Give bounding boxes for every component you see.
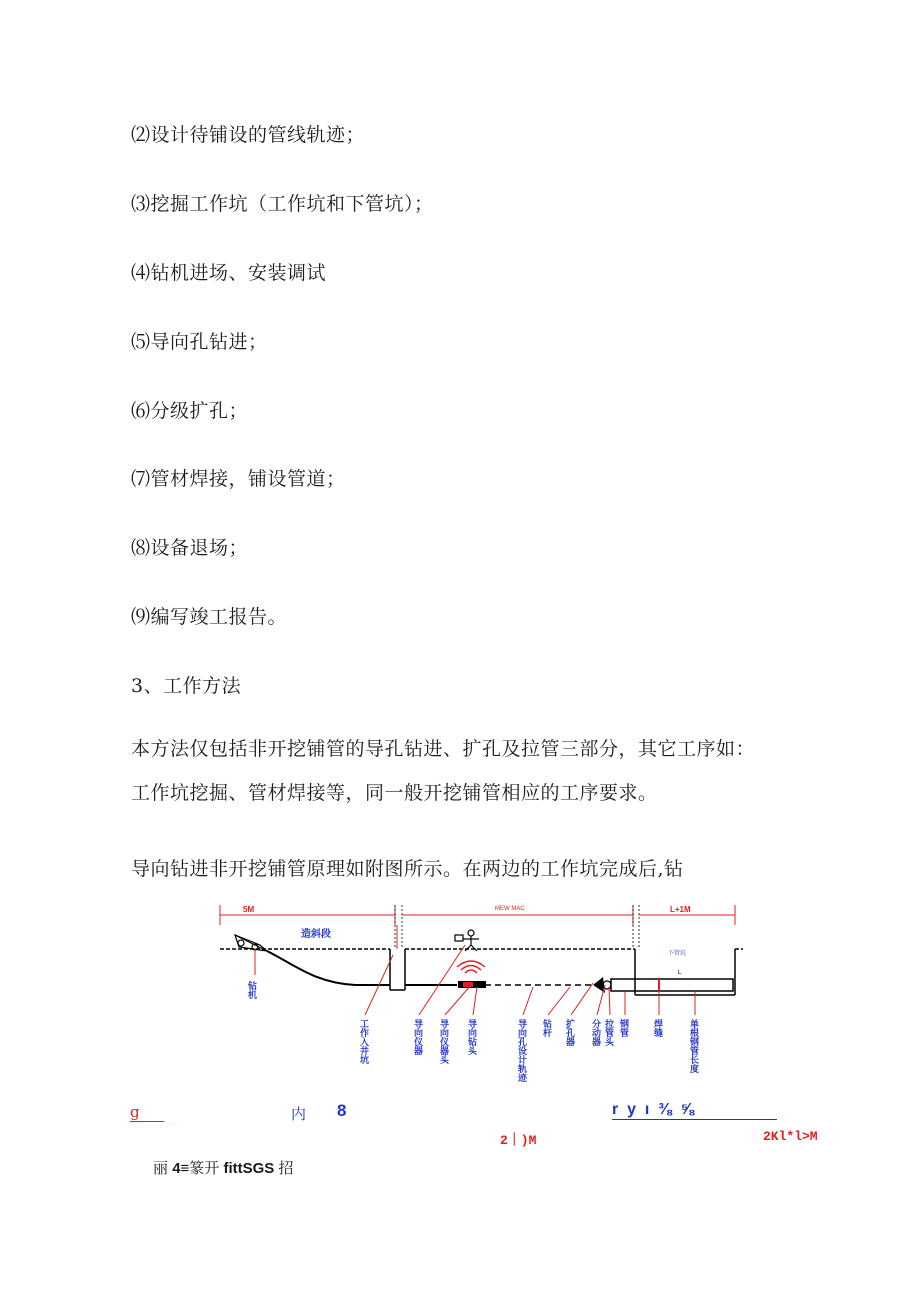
- dim-right-label: L+1M: [670, 905, 691, 914]
- label-pull-head: 拉管头: [603, 1019, 613, 1046]
- step-6: ⑹分级扩孔；: [131, 400, 249, 422]
- fig-bottom-red-1: 2｜)M: [500, 1133, 537, 1148]
- label-drill-bit: 导向钻头: [466, 1019, 476, 1055]
- step-7: ⑺管材焊接，铺设管道；: [131, 468, 346, 490]
- label-drill-rig: 钻机: [246, 981, 256, 999]
- pit-label: 下管坑: [668, 950, 687, 957]
- label-guide-head: 导向仪器头: [438, 1019, 448, 1064]
- paragraph-2: 导向钻进非开挖铺管原理如附图所示。在两边的工作坑完成后,钻: [131, 858, 684, 880]
- label-drill-rod: 钻杆: [541, 1019, 551, 1037]
- paragraph-1-line-1: 本方法仅包括非开挖铺管的导孔钻进、扩孔及拉管三部分，其它工序如：: [131, 738, 756, 760]
- step-5: ⑸导向孔钻进；: [131, 331, 268, 353]
- step-8: ⑻设备退场；: [131, 537, 249, 559]
- label-steel-pipe: 钢管: [618, 1019, 628, 1037]
- dim-mid-label: MEW MAC: [495, 906, 525, 912]
- section-heading: 3、工作方法: [131, 675, 242, 697]
- fig-bottom-g: g: [130, 1103, 164, 1122]
- step-3: ⑶挖掘工作坑（工作坑和下管坑）；: [131, 193, 434, 215]
- figure-caption: [153, 1157, 294, 1178]
- caption-prefix: 丽: [153, 1160, 169, 1177]
- label-design-path: 导向孔设计轨迹: [516, 1019, 526, 1082]
- label-pipe-length: 单根钢管长度: [688, 1019, 698, 1073]
- dimension-lines: [220, 905, 735, 925]
- paragraph-1: [131, 727, 831, 815]
- label-guide-instrument: 导向仪器: [412, 1019, 422, 1055]
- caption-suffix: 招: [278, 1160, 294, 1177]
- operator-icon: [455, 930, 479, 951]
- hdd-principle-diagram: [215, 895, 745, 1125]
- label-weld: 焊缝: [652, 1019, 662, 1037]
- steel-pipe: [611, 979, 733, 991]
- step-9: ⑼编写竣工报告。: [131, 606, 288, 628]
- caption-bold: 4≡: [172, 1160, 190, 1177]
- pipe-label: L: [678, 970, 682, 976]
- dim-left-label: 5M: [243, 905, 255, 914]
- label-entry-pit: 工作入井坑: [358, 1019, 368, 1064]
- caption-bold-2: fittSGS: [223, 1160, 275, 1177]
- fig-bottom-right-marks: r y ı ⅜ ⅝: [612, 1101, 777, 1120]
- fig-bottom-red-2: 2Kl*l>M: [763, 1129, 818, 1144]
- label-swivel: 分动器: [590, 1019, 600, 1046]
- step-4: ⑷钻机进场、安装调试: [131, 262, 327, 284]
- label-reamer: 扩孔器: [564, 1019, 574, 1046]
- signal-waves-icon: [457, 961, 485, 973]
- paragraph-1-line-2: 工作坑挖掘、管材焊接等，同一般开挖铺管相应的工序要求。: [131, 782, 658, 804]
- step-2: ⑵设计待铺设的管线轨迹；: [131, 124, 366, 146]
- drill-path: [267, 951, 390, 985]
- slope-label: 造斜段: [301, 929, 331, 940]
- fig-bottom-nei: 内: [291, 1105, 307, 1123]
- fig-bottom-8: 8: [337, 1101, 347, 1120]
- caption-mid: 篆开: [189, 1160, 220, 1177]
